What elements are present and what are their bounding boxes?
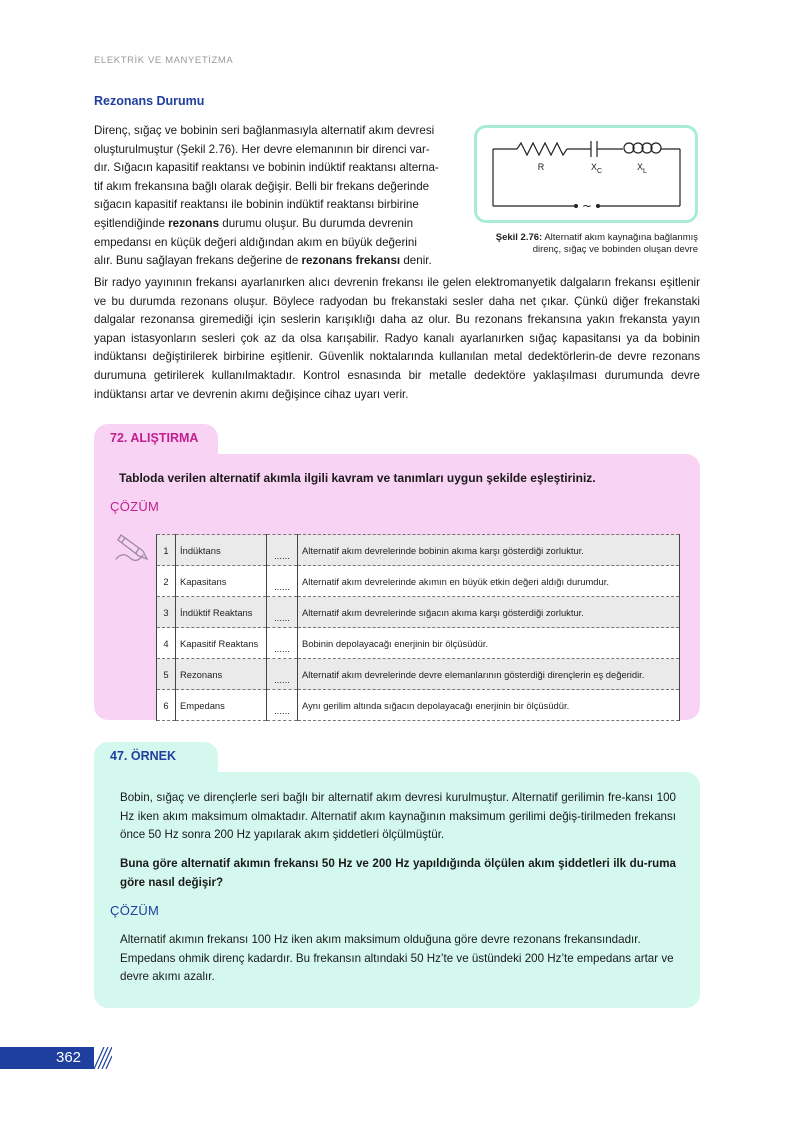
circuit-figure — [474, 125, 698, 223]
ac-source-symbol: ~ — [581, 199, 593, 213]
answer-blank[interactable]: ...... — [267, 628, 298, 659]
intro-line — [94, 215, 456, 234]
matching-table — [156, 534, 680, 721]
example-question: Buna göre alternatif akımın frekansı 50 Hz ve 200 Hz yapıldığında ölçülen akım şiddetleri ilk du-ruma göre nasıl değişir? — [120, 857, 676, 889]
example-text: Bobin, sığaç ve dirençlerle seri bağlı bir alternatif akım devresi kurulmuştur. Alternatif gerilimin fre-kansı 100 Hz iken akım maksimum olmaktadır. Alternatif akım kaynağının maksimum gerilimi değiş-tirilmeden frekansı önce 50 Hz sonra 200 Hz yapılarak akım şiddetleri ölçülmüştür. — [120, 791, 676, 842]
figure-caption — [470, 232, 698, 255]
row-number: 1 — [157, 535, 176, 566]
intro-paragraph — [94, 122, 456, 271]
intro-text: alır. Bunu sağlayan frekans değerine de — [94, 254, 302, 268]
page-number: 362 — [56, 1049, 82, 1066]
row-term: İndüktans — [176, 535, 267, 566]
intro-text: durumu oluşur. Bu durumda devrenin — [219, 216, 414, 230]
exercise-solution-label: ÇÖZÜM — [110, 499, 160, 514]
row-term: Rezonans — [176, 659, 267, 690]
answer-blank[interactable]: ...... — [267, 535, 298, 566]
table-row — [157, 535, 680, 566]
intro-line — [94, 234, 456, 253]
section-title: Rezonans Durumu — [94, 94, 205, 108]
intro-text: tif akım frekansına bağlı olarak değişir. Belli bir frekans değerinde — [94, 179, 430, 193]
row-term: Kapasitif Reaktans — [176, 628, 267, 659]
row-term: İndüktif Reaktans — [176, 597, 267, 628]
table-row — [157, 690, 680, 721]
example-solution: Alternatif akımın frekansı 100 Hz iken akım maksimum olduğuna göre devre rezonans frekansındadır. Empedans ohmik direnç kadardır. Bu frekansın altındaki 50 Hz’te ve üstündeki 200 Hz’te empedans artar ve devre akımı azalır. — [120, 933, 674, 984]
caption-text: Alternatif akım kaynağına bağlanmış — [542, 232, 698, 243]
intro-line — [94, 141, 456, 160]
row-definition: Alternatif akım devrelerinde akımın en büyük etkin değeri aldığı durumdur. — [298, 566, 680, 597]
intro-line — [94, 122, 456, 141]
capacitor-label-sub: C — [597, 168, 603, 175]
caption-line-2: direnç, sığaç ve bobinden oluşan devre — [532, 243, 698, 255]
row-definition: Alternatif akım devrelerinde devre elemanlarının gösterdiği dirençlerin eş değeridir. — [298, 659, 680, 690]
example-title: 47. ÖRNEK — [110, 749, 176, 763]
rlc-circuit-diagram — [477, 128, 695, 220]
pencil-icon — [113, 529, 153, 565]
exercise-title: 72. ALIŞTIRMA — [110, 431, 199, 445]
exercise-question: Tabloda verilen alternatif akımla ilgili kavram ve tanımları uygun şekilde eşleştiriniz. — [119, 471, 596, 485]
intro-text: oluşturulmuştur (Şekil 2.76). Her devre elemanının bir direnci var- — [94, 142, 430, 156]
capacitor-label — [591, 162, 602, 175]
row-number: 6 — [157, 690, 176, 721]
caption-label: Şekil 2.76: — [495, 232, 543, 243]
answer-blank[interactable]: ...... — [267, 566, 298, 597]
row-number: 4 — [157, 628, 176, 659]
answer-blank[interactable]: ...... — [267, 659, 298, 690]
intro-text: sığacın kapasitif reaktansı ile bobinin indüktif reaktansı birbirine — [94, 198, 419, 212]
hatch-decoration — [94, 1047, 112, 1069]
example-solution-label: ÇÖZÜM — [110, 903, 160, 918]
intro-line — [94, 196, 456, 215]
intro-line — [94, 178, 456, 197]
running-header: ELEKTRİK VE MANYETİZMA — [94, 55, 234, 66]
table-row — [157, 628, 680, 659]
row-number: 5 — [157, 659, 176, 690]
term-rezonans: rezonans — [168, 216, 220, 230]
intro-text: Direnç, sığaç ve bobinin seri bağlanmasıyla alternatif akım devresi — [94, 124, 435, 137]
intro-text: denir. — [400, 254, 432, 268]
intro-text: dır. Sığacın kapasitif reaktansı ve bobinin indüktif reaktansı alterna- — [94, 161, 439, 175]
capacitor-label-main: X — [591, 162, 598, 172]
table-row — [157, 566, 680, 597]
answer-blank[interactable]: ...... — [267, 690, 298, 721]
inductor-label — [637, 162, 647, 175]
caption-line-1 — [470, 232, 698, 244]
intro-text: empedansı en küçük değeri aldığından akım en büyük değerini — [94, 235, 417, 249]
row-number: 3 — [157, 597, 176, 628]
row-term: Kapasitans — [176, 566, 267, 597]
row-number: 2 — [157, 566, 176, 597]
row-term: Empedans — [176, 690, 267, 721]
row-definition: Alternatif akım devrelerinde sığacın akıma karşı gösterdiği zorluktur. — [298, 597, 680, 628]
radio-paragraph: Bir radyo yayınının frekansı ayarlanırken alıcı devrenin frekansı ile gelen elektromanyetik dalgaların frekansı eşitlenir ve bu durumda rezonans oluşur. Böylece radyodan bu frekanstaki sesler daha net çıkar. Çünkü diğer frekanstaki dalgalar rezonansa giremediği için seslerin karışıklığı daha az olur. Bu rezonans frekansına yakın frekansta yayın yapan istasyonların sesleri çok az da olsa karışabilir. Radyo kanalı ayarlanırken sığaç kapasitansı ya da bobinin indüktansı değiştirilerek birbirine eşitlenir. Güvenlik noktalarında kullanılan metal dedektörlerin-de devre rezonans durumuna getirilerek kullanılmaktadır. Kontrol esnasında bir metalle dedektöre yaklaşılması durumunda devre indüktansı artar ve devrenin akımı değişince cihaz uyarı verir. — [94, 276, 700, 401]
row-definition: Aynı gerilim altında sığacın depolayacağı enerjinin bir ölçüsüdür. — [298, 690, 680, 721]
table-row — [157, 659, 680, 690]
row-definition: Bobinin depolayacağı enerjinin bir ölçüsüdür. — [298, 628, 680, 659]
intro-line — [94, 252, 456, 271]
table-row — [157, 597, 680, 628]
row-definition: Alternatif akım devrelerinde bobinin akıma karşı gösterdiği zorluktur. — [298, 535, 680, 566]
inductor-label-main: X — [637, 162, 644, 172]
resistor-label: R — [537, 162, 545, 172]
term-rezonans-frekansi: rezonans frekansı — [301, 254, 401, 268]
intro-line — [94, 159, 456, 178]
intro-text: eşitlendiğinde — [94, 216, 169, 230]
inductor-label-sub: L — [643, 168, 647, 175]
answer-blank[interactable]: ...... — [267, 597, 298, 628]
